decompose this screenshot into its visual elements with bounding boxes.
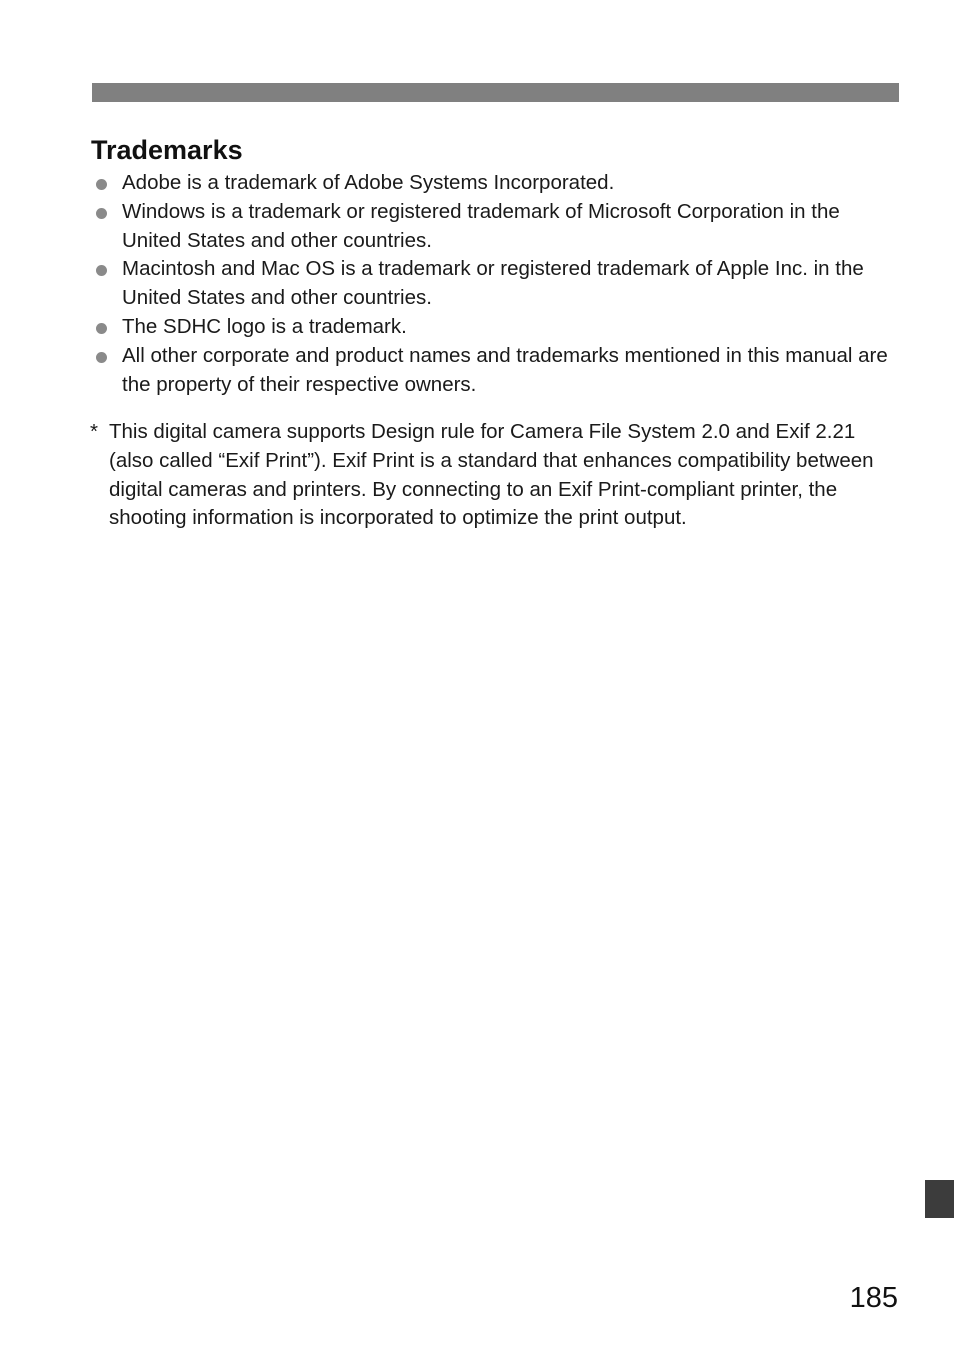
- list-item-text: All other corporate and product names and trademarks mentioned in this manual are the property of their respective owners.: [122, 343, 888, 396]
- bullet-icon: [96, 265, 107, 276]
- bullet-icon: [96, 352, 107, 363]
- list-item: [95, 342, 900, 400]
- list-item: [95, 169, 900, 198]
- section-title: Trademarks: [91, 135, 243, 165]
- section-header-bar: [92, 83, 899, 102]
- bullet-icon: [96, 323, 107, 334]
- footnote: [90, 418, 902, 533]
- bullet-icon: [96, 208, 107, 219]
- list-item-text: The SDHC logo is a trademark.: [122, 314, 407, 338]
- list-item-text: Macintosh and Mac OS is a trademark or registered trademark of Apple Inc. in the United States and other countries.: [122, 257, 864, 310]
- list-item-text: Windows is a trademark or registered trademark of Microsoft Corporation in the United States and other countries.: [122, 199, 840, 252]
- footnote-asterisk: *: [90, 420, 98, 443]
- trademark-list: [95, 169, 900, 399]
- bullet-icon: [96, 179, 107, 190]
- list-item: [95, 198, 900, 256]
- footnote-text: This digital camera supports Design rule for Camera File System 2.0 and Exif 2.21 (also called “Exif Print”). Exif Print is a standard that enhances compatibility between digital cameras and printers. By connecting to an Exif Print-compliant printer, the shooting information is incorporated to optimize the print output.: [109, 420, 874, 530]
- page-number: 185: [849, 1282, 898, 1314]
- list-item: [95, 313, 900, 342]
- list-item: [95, 255, 900, 313]
- list-item-text: Adobe is a trademark of Adobe Systems Incorporated.: [122, 171, 615, 194]
- chapter-tab-marker: [925, 1180, 954, 1218]
